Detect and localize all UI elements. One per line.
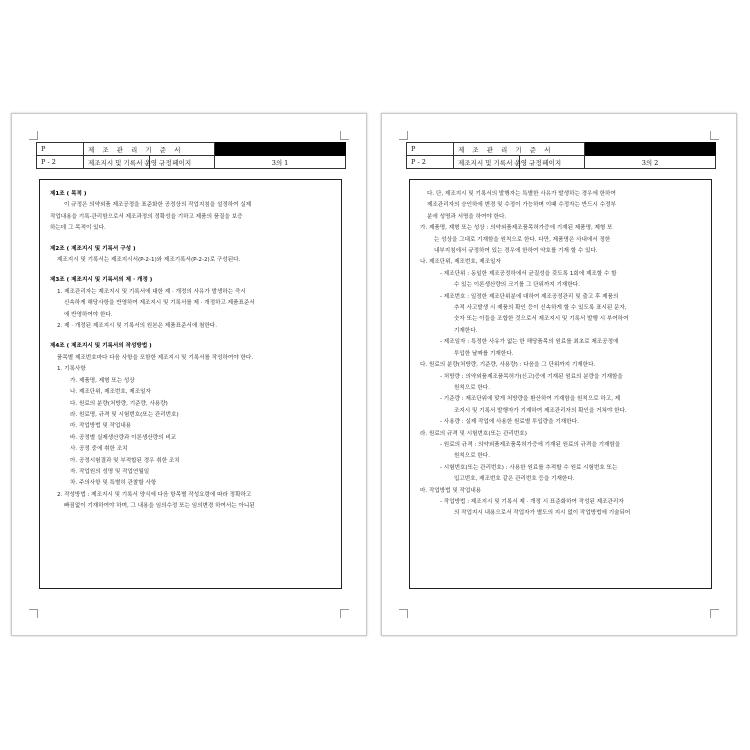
text-line: 아. 공정시험결과 및 부적합된 경우 취한 조치: [70, 457, 180, 464]
doc-subtitle: 제조지시 및 기록서 운영 규정: [454, 156, 520, 169]
margin-corner-mark: [710, 609, 719, 618]
text-line: 이 규정은 의약외품 제조공정을 표준화한 공정상의 작업지침을 설정하여 실제: [64, 202, 252, 209]
text-line: 라. 원료의 규격 및 시험번호(또는 관리번호): [420, 430, 527, 437]
text-line: 다. 단, 제조지시 및 기록서의 발행자는 특별한 사유가 발생하는 경우에 한하여: [427, 191, 616, 197]
doc-code: P: [407, 143, 454, 156]
section-heading: 제3조 ( 제조지시 및 기록서의 제 · 개정 ): [50, 277, 153, 284]
margin-corner-mark: [340, 609, 349, 618]
doc-number: P - 2: [407, 156, 454, 169]
page-number: 3의 1: [215, 156, 346, 169]
text-line: 원칙으로 한다.: [454, 453, 490, 460]
text-line: 차. 주의사항 및 특별히 관찰할 사항: [70, 480, 157, 487]
section-heading: 제2조 ( 제조지시 및 기록서 구성 ): [50, 245, 136, 252]
header-black-box: [215, 143, 346, 156]
text-line: 제조지시 및 기록서는 제조지시서(P-2-1)와 제조기록서(P-2-2)로 구성된다.: [57, 257, 241, 264]
text-line: 원칙으로 한다.: [454, 384, 490, 391]
text-line: 내부지침에서 규정하여 있는 경우에 한하여 약호를 기재 할 수 있다.: [434, 248, 598, 255]
text-line: 분에 성명과 서명을 하여야 한다.: [427, 213, 507, 220]
paragraph-spacer: [50, 266, 333, 275]
text-line: 가. 제품명, 제형 또는 성상: [70, 377, 135, 384]
margin-corner-mark: [340, 131, 349, 140]
text-line: 2. 작성방법 : 제조지시 및 기록서 양식에 다음 항목별 작성요령에 따라 정확하고: [57, 491, 252, 498]
text-line: 자. 작업원의 성명 및 작업연월일: [70, 468, 150, 475]
doc-subtitle: 제조지시 및 기록서 운영 규정: [84, 156, 150, 169]
page-number: 3의 2: [585, 156, 716, 169]
text-line: 신속하게 해당사항을 반영하여 제조지시 및 기록서를 제 · 개정하고 제품표준서: [64, 300, 255, 307]
text-line: 추적 사고발생 시 제품의 확인 등이 신속하게 할 수 있도록 표시된 문자,: [454, 305, 627, 312]
text-line: - 제조일자 : 특정한 사유가 없는 한 해당품목의 원료를 최초로 제조공정에: [440, 339, 619, 346]
text-line: - 기준량 : 제조단위에 맞게 처방량을 환산하여 기재함을 원칙으로 하고, 제: [440, 396, 621, 403]
text-line: 품목별 제조번호마다 다음 사항을 포함한 제조지시 및 기록서를 작성하여야 한다.: [57, 354, 254, 361]
doc-title: 제 조 관 리 기 준 서: [454, 143, 585, 156]
text-line: 빠짐없이 기재하여야 하며, 그 내용을 임의수정 또는 임의변경 하여서는 아니된: [64, 503, 255, 510]
doc-code: P: [37, 143, 84, 156]
text-line: 가. 제품명, 제형 또는 성상 : 의약외품제조품목허가증에 기재된 제품명, 제형 또: [420, 225, 613, 232]
paragraph-spacer: [50, 235, 333, 244]
document-body-frame: [39, 179, 342, 589]
text-line: 바. 공정별 실제생산량과 이론생산량의 비교: [70, 434, 177, 441]
text-line: - 사용량 : 실제 작업에 사용한 원료별 투입량을 기재한다.: [440, 419, 579, 426]
text-line: 1. 기록사항: [57, 366, 86, 373]
text-line: 에 반영하여야 한다.: [64, 311, 113, 318]
text-line: - 원료의 규격 : 의약외품제조품목허가증에 기재된 원료의 규격을 기재함을: [440, 441, 621, 448]
section-heading: 제4조 ( 제조지시 및 기록서의 작성방법 ): [50, 343, 152, 350]
text-line: 마. 작업방법 및 작업내용: [70, 423, 132, 430]
doc-number: P - 2: [37, 156, 84, 169]
document-page-1: [11, 113, 367, 636]
text-line: 숫자 또는 이들을 조합한 것으로서 제조지시 및 기록서 발행 시 부여하여: [454, 316, 629, 323]
text-line: - 시험번호(또는 관리번호) : 사용한 원료를 추적할 수 원료 시험번호 또는: [440, 464, 618, 471]
document-page-2: [381, 113, 737, 636]
doc-title: 제 조 관 리 기 준 서: [84, 143, 215, 156]
text-line: 수 있는 이론생산량의 크기를 그 단위까지 기재한다.: [454, 282, 580, 289]
header-black-box: [585, 143, 716, 156]
text-line: 기재한다.: [454, 327, 478, 334]
text-line: 제조관리자의 승인하에 변경 및 수정이 가능하며 이때 수정자는 반드시 수정부: [427, 202, 616, 209]
text-line: 하는데 그 목적이 있다.: [50, 225, 106, 232]
text-line: 사. 공정 중에 취한 조치: [70, 446, 128, 453]
text-line: 입고번호, 제조번호 같은 관리번호 등을 기재한다.: [454, 476, 575, 483]
document-header-table: [406, 142, 716, 169]
text-line: 다. 원료의 분량(처방량, 기준량, 사용량): [70, 400, 168, 407]
text-line: 1. 제조관리자는 제조지시 및 기록서에 대한 제 · 개정의 사유가 발생하는 즉시: [57, 288, 246, 295]
text-line: - 작업방법 : 제조지시 및 기록서 제 · 개정 시 표준화하여 작성된 제조관리자: [440, 498, 624, 505]
text-line: 마. 작업방법 및 작업내용: [420, 487, 482, 494]
document-header-table: [36, 142, 346, 169]
paragraph-spacer: [50, 332, 333, 341]
text-line: - 제조단위 : 동일한 제조공정하에서 균질성을 갖도록 1회에 제조할 수 할: [440, 270, 617, 277]
margin-corner-mark: [29, 131, 38, 140]
text-line: - 제조번호 : 일정한 제조단위분에 대하여 제조공정관리 및 출고 후 제품의: [440, 293, 619, 300]
text-line: 의 작업지시 내용으로서 작업자가 별도의 지시 없이 작업방법에 기술되어: [454, 510, 631, 517]
text-line: 2. 제 · 개정된 제조지시 및 기록서의 원본은 제품표준서에 첨한다.: [57, 323, 217, 330]
margin-corner-mark: [399, 131, 408, 140]
text-line: - 처방량 : 의약외품제조품목허가(신고)증에 기재된 원료의 분량을 기재함을: [440, 373, 623, 380]
margin-corner-mark: [29, 609, 38, 618]
page-label: 페이지: [519, 156, 585, 169]
text-line: 투입한 날짜를 기재한다.: [454, 350, 514, 357]
margin-corner-mark: [399, 609, 408, 618]
document-body-frame: [409, 179, 712, 589]
text-line: 나. 제조단위, 제조번호, 제조일자: [420, 259, 501, 266]
text-line: 는 성상을 그대로 기재함을 원칙으로 한다. 다만, 제품명은 사내에서 정한: [434, 236, 611, 243]
section-heading: 제1조 ( 목적 ): [50, 191, 87, 197]
text-line: 나. 제조단위, 제조번호, 제조일자: [70, 389, 151, 396]
text-line: 라. 원료명, 규격 및 시험번호(또는 관리번호): [70, 411, 179, 418]
text-line: 작업내용을 기록·관리함으로서 제조과정의 정확성을 기하고 제품의 품질을 보증: [50, 213, 243, 220]
margin-corner-mark: [710, 131, 719, 140]
text-line: 조지시 및 기록서 발행자가 기재하여 제조관리자의 확인을 거쳐야 한다.: [454, 407, 627, 414]
text-line: 다. 원료의 분량(처방량, 기준량, 사용량) : 다음을 그 단위까지 기재한다.: [420, 362, 596, 369]
page-label: 페이지: [149, 156, 215, 169]
